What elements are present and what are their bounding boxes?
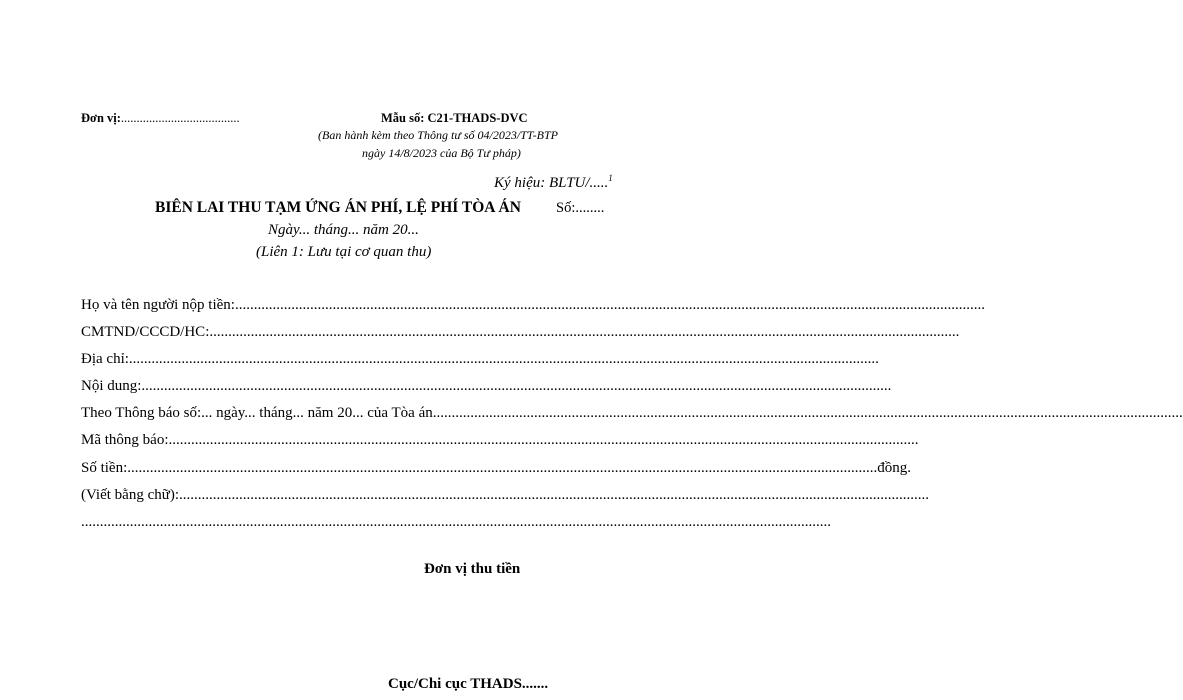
dot-leader: ........................................................................................................................................................................................................	[128, 351, 879, 368]
field-amount	[81, 457, 912, 484]
copy-note: (Liên 1: Lưu tại cơ quan thu)	[256, 244, 432, 260]
field-label: Địa chỉ:	[81, 351, 129, 368]
receipt-date: Ngày... tháng... năm 20...	[268, 222, 419, 238]
field-label: (Viết bằng chữ):	[81, 486, 180, 503]
field-continuation	[81, 511, 831, 538]
footnote-marker: 1	[608, 173, 613, 183]
field-tail: đồng.	[877, 459, 912, 476]
field-notice-reference	[81, 402, 1183, 429]
unit-dots: ......................................	[120, 111, 240, 125]
document-title: BIÊN LAI THU TẠM ỨNG ÁN PHÍ, LỆ PHÍ TÒA ÁN	[155, 199, 521, 216]
dot-leader: ........................................................................................................................................................................................................	[141, 378, 892, 395]
issued-by-line-1: (Ban hành kèm theo Thông tư số 04/2023/TT-BTP	[318, 128, 558, 142]
dot-leader: ........................................................................................................................................................................................................	[209, 324, 960, 341]
field-label: CMTND/CCCD/HC:	[81, 324, 210, 341]
dot-leader: ........................................................................................................................................................................................................	[179, 486, 930, 503]
field-label: Số tiền:	[81, 459, 128, 476]
dot-leader: ........................................................................................................................................................................................................	[432, 405, 1183, 422]
field-address	[81, 348, 879, 375]
field-label: Theo Thông báo số:... ngày... tháng... năm 20... của Tòa án	[81, 405, 433, 422]
dot-leader: ........................................................................................................................................................................................................	[127, 459, 878, 476]
unit-field	[81, 111, 240, 126]
field-amount-in-words	[81, 484, 930, 511]
field-label: Mã thông báo:	[81, 432, 169, 449]
unit-label: Đơn vị:	[81, 111, 121, 125]
field-label: Nội dung:	[81, 378, 142, 395]
dot-leader: ........................................................................................................................................................................................................	[168, 432, 919, 449]
field-notice-code	[81, 429, 919, 456]
receipt-symbol-text: Ký hiệu: BLTU/.....	[494, 175, 609, 191]
field-label: Họ và tên người nộp tiền:	[81, 297, 235, 313]
form-code: Mẫu số: C21-THADS-DVC	[381, 111, 528, 125]
receipt-number: Số:........	[556, 200, 605, 216]
form-fields	[81, 294, 1183, 538]
signer-title: Đơn vị thu tiền	[424, 561, 521, 577]
field-id-number	[81, 321, 960, 348]
dot-leader: ........................................................................................................................................................................................................	[234, 297, 985, 313]
issued-by-line-2: ngày 14/8/2023 của Bộ Tư pháp)	[362, 146, 521, 160]
agency-name: Cục/Chi cục THADS.......	[388, 676, 549, 692]
dot-leader: ........................................................................................................................................................................................................	[81, 513, 831, 530]
field-payer-name	[81, 294, 985, 321]
receipt-symbol	[494, 173, 613, 192]
field-content	[81, 375, 892, 402]
